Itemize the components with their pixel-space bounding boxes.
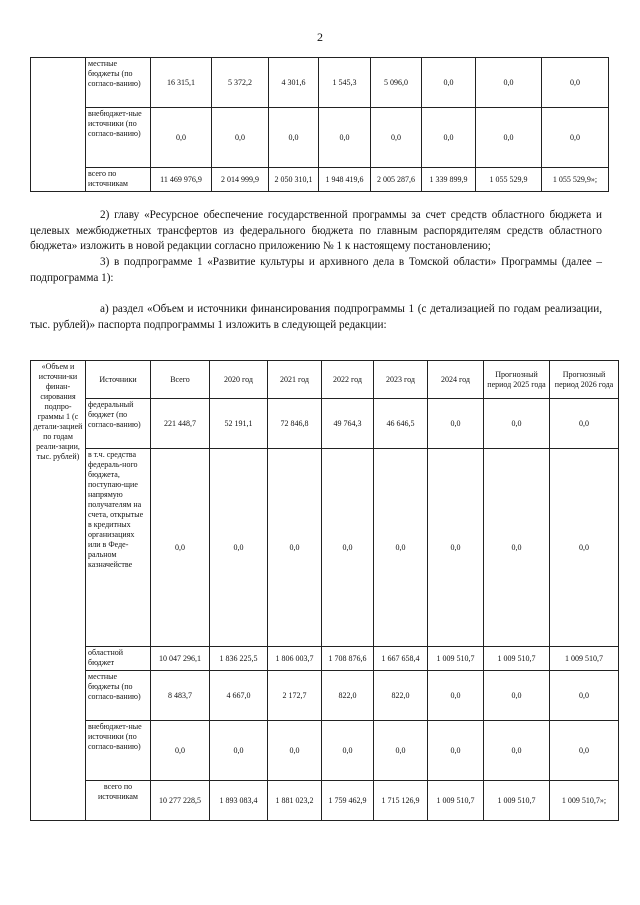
value-cell: 10 047 296,1	[151, 647, 210, 671]
column-header: 2020 год	[210, 361, 268, 399]
value-cell: 49 764,3	[322, 399, 374, 449]
column-header: 2021 год	[268, 361, 322, 399]
value-cell: 11 469 976,9	[151, 168, 212, 192]
value-cell: 1 708 876,6	[322, 647, 374, 671]
column-header: 2022 год	[322, 361, 374, 399]
value-cell: 0,0	[550, 399, 619, 449]
value-cell: 0,0	[374, 721, 428, 781]
value-cell: 0,0	[428, 721, 484, 781]
value-cell: 0,0	[484, 449, 550, 647]
value-cell: 0,0	[476, 58, 542, 108]
value-cell: 0,0	[428, 399, 484, 449]
value-cell: 0,0	[210, 449, 268, 647]
source-cell: всего по источникам	[86, 168, 151, 192]
table-row	[31, 781, 619, 821]
value-cell: 5 372,2	[212, 58, 269, 108]
value-cell: 0,0	[422, 108, 476, 168]
subprogram-funding-table	[30, 360, 619, 821]
source-cell: всего по источникам	[86, 781, 151, 821]
value-cell: 0,0	[484, 721, 550, 781]
value-cell: 0,0	[428, 449, 484, 647]
value-cell: 1 893 083,4	[210, 781, 268, 821]
column-header: Источники	[86, 361, 151, 399]
paragraph-item-3: 3) в подпрограмме 1 «Развитие культуры и архивного дела в Томской области» Программы (далее – подпрограмма 1):	[30, 256, 602, 284]
value-cell: 1 009 510,7	[484, 647, 550, 671]
value-cell: 1 667 658,4	[374, 647, 428, 671]
value-cell: 1 009 510,7	[550, 647, 619, 671]
value-cell: 2 172,7	[268, 671, 322, 721]
value-cell: 1 009 510,7	[428, 781, 484, 821]
column-header: 2024 год	[428, 361, 484, 399]
value-cell: 46 646,5	[374, 399, 428, 449]
table-row	[31, 671, 619, 721]
value-cell: 2 014 999,9	[212, 168, 269, 192]
table-row	[31, 721, 619, 781]
value-cell: 0,0	[151, 108, 212, 168]
value-cell: 0,0	[422, 58, 476, 108]
column-header: 2023 год	[374, 361, 428, 399]
value-cell: 1 715 126,9	[374, 781, 428, 821]
source-cell: внебюджет-ные источники (по согласо-ванию)	[86, 721, 151, 781]
value-cell: 0,0	[550, 449, 619, 647]
value-cell: 0,0	[319, 108, 371, 168]
value-cell: 10 277 228,5	[151, 781, 210, 821]
paragraph-item-3a: а) раздел «Объем и источники финансирования подпрограммы 1 (с детализацией по годам реализации, тыс. рублей)» паспорта подпрограммы 1 изложить в следующей редакции:	[30, 303, 602, 331]
page-number: 2	[317, 30, 323, 44]
value-cell: 8 483,7	[151, 671, 210, 721]
value-cell: 0,0	[542, 108, 609, 168]
value-cell: 0,0	[484, 399, 550, 449]
value-cell: 0,0	[268, 721, 322, 781]
source-cell: внебюджет-ные источники (по согласо-ванию)	[86, 108, 151, 168]
value-cell: 0,0	[268, 449, 322, 647]
source-cell: в т.ч. средства федераль-ного бюджета, поступаю-щие напрямую получателям на счета, открытые в кредитных организациях или в Феде-ральном казначействе	[86, 449, 151, 647]
source-cell: местные бюджеты (по согласо-ванию)	[86, 671, 151, 721]
value-cell: 0,0	[550, 721, 619, 781]
value-cell: 0,0	[212, 108, 269, 168]
value-cell: 0,0	[322, 449, 374, 647]
value-cell: 1 055 529,9	[476, 168, 542, 192]
value-cell: 2 005 287,6	[371, 168, 422, 192]
value-cell: 0,0	[151, 449, 210, 647]
value-cell: 0,0	[484, 671, 550, 721]
value-cell: 1 759 462,9	[322, 781, 374, 821]
column-header: Прогнозный период 2026 года	[550, 361, 619, 399]
value-cell: 0,0	[151, 721, 210, 781]
value-cell: 0,0	[542, 58, 609, 108]
value-cell: 52 191,1	[210, 399, 268, 449]
value-cell: 0,0	[371, 108, 422, 168]
value-cell: 2 050 310,1	[269, 168, 319, 192]
value-cell: 822,0	[322, 671, 374, 721]
value-cell: 1 009 510,7	[428, 647, 484, 671]
value-cell: 1 055 529,9»;	[542, 168, 609, 192]
value-cell: 0,0	[374, 449, 428, 647]
value-cell: 72 846,8	[268, 399, 322, 449]
value-cell: 4 301,6	[269, 58, 319, 108]
paragraph-item-2: 2) главу «Ресурсное обеспечение государственной программы за счет средств областного бюджета и целевых межбюджетных трансфертов из федерального бюджета по главным распорядителям средств областного бюджета» изложить в новой редакции согласно приложению № 1 к настоящему постановлению;	[30, 209, 602, 252]
value-cell: 221 448,7	[151, 399, 210, 449]
source-cell: местные бюджеты (по согласо-ванию)	[86, 58, 151, 108]
value-cell: 1 948 419,6	[319, 168, 371, 192]
value-cell: 0,0	[210, 721, 268, 781]
value-cell: 4 667,0	[210, 671, 268, 721]
source-cell: федеральный бюджет (по согласо-ванию)	[86, 399, 151, 449]
funding-table-continued	[30, 57, 609, 192]
value-cell: 0,0	[550, 671, 619, 721]
table-row	[31, 58, 609, 108]
value-cell: 1 339 899,9	[422, 168, 476, 192]
value-cell: 1 806 003,7	[268, 647, 322, 671]
table-row	[31, 168, 609, 192]
value-cell: 1 009 510,7»;	[550, 781, 619, 821]
value-cell: 0,0	[269, 108, 319, 168]
value-cell: 0,0	[322, 721, 374, 781]
value-cell: 0,0	[476, 108, 542, 168]
header-row	[31, 361, 619, 399]
table-row	[31, 449, 619, 647]
table-row	[31, 647, 619, 671]
value-cell: 822,0	[374, 671, 428, 721]
value-cell: 1 881 023,2	[268, 781, 322, 821]
value-cell: 16 315,1	[151, 58, 212, 108]
section-title-cell: «Объем и источни-ки финан-сирования подпро-граммы 1 (с детали-зацией по годам реали-зации, тыс. рублей)	[31, 361, 86, 821]
value-cell: 1 836 225,5	[210, 647, 268, 671]
value-cell: 1 545,3	[319, 58, 371, 108]
value-cell: 0,0	[428, 671, 484, 721]
empty-first-column	[31, 58, 86, 192]
value-cell: 1 009 510,7	[484, 781, 550, 821]
column-header: Прогнозный период 2025 года	[484, 361, 550, 399]
column-header: Всего	[151, 361, 210, 399]
table-row	[31, 399, 619, 449]
value-cell: 5 096,0	[371, 58, 422, 108]
source-cell: областной бюджет	[86, 647, 151, 671]
table-row	[31, 108, 609, 168]
